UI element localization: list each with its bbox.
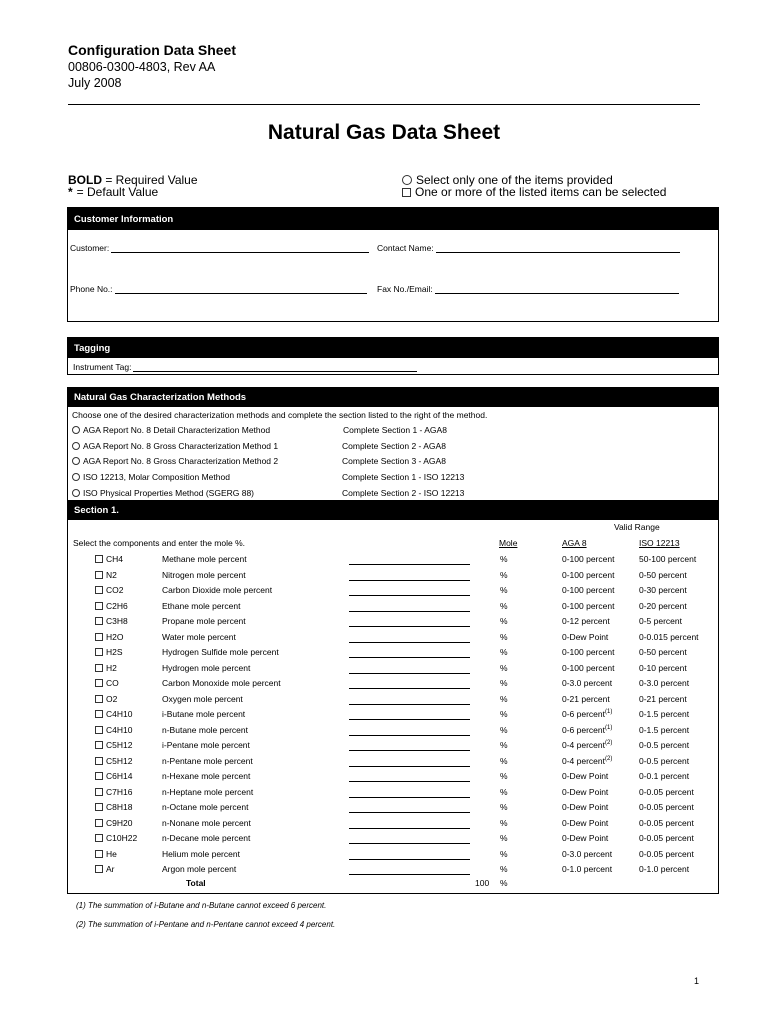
component-name: Hydrogen mole percent (162, 662, 251, 673)
mole-column-header: Mole (499, 538, 518, 548)
mole-percent-input-line[interactable] (349, 564, 470, 565)
component-name: n-Hexane mole percent (162, 771, 251, 781)
radio-button-icon[interactable] (72, 442, 80, 450)
iso12213-range: 0-5 percent (639, 616, 682, 626)
component-formula: C6H14 (106, 771, 133, 781)
mole-unit: % (500, 616, 508, 626)
aga8-footnote-ref: (2) (605, 740, 613, 746)
mole-percent-input-line[interactable] (349, 843, 470, 844)
iso12213-range: 0-20 percent (639, 600, 687, 611)
mole-unit: % (500, 569, 508, 580)
mole-percent-input-line[interactable] (349, 781, 470, 782)
mole-unit: % (500, 600, 508, 611)
iso12213-range: 0-10 percent (639, 662, 687, 673)
mole-percent-input-line[interactable] (349, 580, 470, 581)
component-name: n-Octane mole percent (162, 802, 249, 812)
method-section-ref: Complete Section 2 - ISO 12213 (342, 487, 465, 498)
component-checkbox[interactable] (95, 632, 123, 642)
component-name: i-Butane mole percent (162, 709, 246, 719)
component-checkbox[interactable] (95, 585, 123, 595)
iso12213-range: 0-0.05 percent (639, 802, 694, 812)
bold-desc: = Required Value (105, 173, 198, 187)
aga8-range (562, 601, 614, 611)
checkbox-icon[interactable] (95, 633, 103, 641)
aga8-range (562, 678, 612, 688)
iso12213-column-header: ISO 12213 (639, 538, 680, 548)
radio-icon (402, 175, 412, 185)
checkbox-icon[interactable] (95, 850, 103, 858)
page-title: Natural Gas Data Sheet (267, 121, 501, 144)
customer-field[interactable] (70, 243, 369, 253)
phone-input-line[interactable] (115, 286, 367, 294)
star-term: * (68, 185, 73, 199)
aga8-range (562, 833, 608, 843)
aga8-column-header: AGA 8 (562, 538, 587, 548)
aga8-range-text: 0-6 percent (562, 724, 605, 735)
mole-percent-input-line[interactable] (349, 626, 470, 627)
footnote-butane: (1) The summation of i-Butane and n-Butane cannot exceed 6 percent. (76, 901, 327, 910)
methods-heading: Natural Gas Characterization Methods (68, 388, 718, 407)
aga8-footnote-ref: (1) (605, 709, 613, 715)
footnote-pentane: (2) The summation of i-Pentane and n-Pentane cannot exceed 4 percent. (76, 920, 336, 929)
mole-percent-input-line[interactable] (349, 719, 470, 720)
component-checkbox[interactable] (95, 601, 128, 611)
instrument-tag-label: Instrument Tag: (73, 362, 132, 372)
component-name: Propane mole percent (162, 616, 246, 626)
customer-info-heading: Customer Information (68, 208, 718, 230)
aga8-range-text: 0-12 percent (562, 616, 610, 626)
iso12213-range: 0-30 percent (639, 585, 687, 595)
iso12213-range: 0-0.5 percent (639, 740, 690, 750)
component-formula: CH4 (106, 554, 124, 564)
component-name: i-Pentane mole percent (162, 740, 250, 750)
aga8-range-text: 0-3.0 percent (562, 848, 613, 859)
component-formula: N2 (106, 569, 117, 580)
component-checkbox[interactable] (95, 740, 132, 750)
method-label: ISO 12213, Molar Composition Method (83, 472, 230, 483)
mole-unit: % (500, 802, 508, 812)
mole-unit: % (500, 724, 508, 735)
mole-percent-input-line[interactable] (349, 673, 470, 674)
checkbox-icon[interactable] (95, 710, 103, 718)
mole-percent-input-line[interactable] (349, 735, 470, 736)
mole-percent-input-line[interactable] (349, 688, 470, 689)
customer-label: Customer: (70, 243, 110, 253)
contact-name-input-line[interactable] (436, 245, 680, 253)
component-formula: CO (106, 678, 119, 688)
component-formula: H2O (106, 631, 124, 642)
iso12213-range: 0-50 percent (639, 647, 687, 657)
checkbox-icon[interactable] (95, 617, 103, 625)
method-section-ref: Complete Section 2 - AGA8 (342, 440, 446, 451)
mole-unit: % (500, 755, 508, 766)
aga8-range-text: 0-Dew Point (562, 817, 609, 828)
method-option[interactable] (72, 485, 254, 501)
component-formula: C3H8 (106, 616, 128, 626)
radio-button-icon[interactable] (72, 473, 80, 481)
aga8-range (562, 554, 614, 564)
checkbox-icon (402, 188, 411, 197)
total-value: 100 (475, 878, 490, 888)
component-name: Helium mole percent (162, 848, 240, 859)
aga8-range-text: 0-100 percent (562, 585, 615, 595)
mole-percent-input-line[interactable] (349, 766, 470, 767)
component-formula: Ar (106, 864, 115, 874)
aga8-range-text: 0-4 percent (562, 755, 605, 766)
component-formula: CO2 (106, 585, 124, 595)
mole-unit: % (500, 554, 508, 564)
tagging-heading: Tagging (68, 338, 718, 358)
mole-unit: % (500, 709, 508, 719)
component-name: Carbon Monoxide mole percent (162, 678, 281, 688)
iso12213-range: 0-0.05 percent (639, 786, 694, 797)
customer-info-section (67, 207, 719, 322)
component-checkbox[interactable] (95, 647, 123, 657)
mole-percent-input-line[interactable] (349, 642, 470, 643)
phone-label: Phone No.: (70, 284, 113, 294)
checkbox-icon[interactable] (95, 819, 103, 827)
component-checkbox[interactable] (95, 554, 123, 564)
mole-unit: % (500, 740, 508, 750)
checkbox-icon[interactable] (95, 695, 103, 703)
aga8-range (562, 647, 614, 657)
aga8-footnote-ref: (2) (605, 755, 613, 762)
component-name: Nitrogen mole percent (162, 569, 246, 580)
component-name: n-Decane mole percent (162, 833, 251, 843)
aga8-range-text: 0-4 percent (562, 740, 605, 750)
checkbox-icon[interactable] (95, 555, 103, 563)
aga8-range (562, 864, 612, 874)
component-formula: C5H12 (106, 740, 133, 750)
checkbox-icon[interactable] (95, 834, 103, 842)
mole-unit: % (500, 833, 508, 843)
methods-intro: Choose one of the desired characterization methods and complete the section listed to the right of the method. (72, 410, 488, 420)
aga8-range (562, 725, 612, 735)
mole-unit: % (500, 771, 508, 781)
section1-heading: Section 1. (68, 500, 718, 520)
method-option[interactable] (72, 453, 278, 469)
iso12213-range: 50-100 percent (639, 554, 697, 564)
mole-percent-input-line[interactable] (349, 874, 470, 875)
component-name: Ethane mole percent (162, 600, 241, 611)
aga8-range-text: 0-100 percent (562, 662, 615, 673)
component-formula: C5H12 (106, 755, 133, 766)
component-checkbox[interactable] (95, 616, 128, 626)
mole-unit: % (500, 786, 508, 797)
total-unit: % (500, 878, 508, 888)
section1-body (68, 520, 718, 890)
component-name: Methane mole percent (162, 554, 247, 564)
method-section-ref: Complete Section 1 - AGA8 (343, 425, 447, 435)
component-checkbox[interactable] (95, 678, 119, 688)
aga8-range (562, 616, 610, 626)
fax-email-input-line[interactable] (435, 286, 679, 294)
component-checkbox[interactable] (95, 756, 132, 766)
component-formula: C7H16 (106, 786, 133, 797)
checkbox-icon[interactable] (95, 726, 103, 734)
component-formula: O2 (106, 693, 118, 704)
fax-email-field[interactable] (377, 284, 679, 294)
component-formula: C8H18 (106, 802, 133, 812)
mole-unit: % (500, 585, 508, 595)
component-name: n-Heptane mole percent (162, 786, 254, 797)
iso12213-range: 0-0.1 percent (639, 771, 690, 781)
aga8-range (562, 818, 608, 828)
method-label: AGA Report No. 8 Detail Characterization Method (83, 425, 271, 435)
method-section-ref: Complete Section 3 - AGA8 (342, 456, 446, 467)
checkbox-icon[interactable] (95, 772, 103, 780)
section1-instruction: Select the components and enter the mole %. (73, 538, 245, 548)
aga8-range (562, 740, 612, 750)
component-checkbox[interactable] (95, 663, 117, 673)
component-checkbox[interactable] (95, 818, 132, 828)
mole-unit: % (500, 848, 508, 859)
characterization-section (67, 387, 719, 894)
method-label: ISO Physical Properties Method (SGERG 88) (83, 487, 255, 498)
header-divider (68, 104, 700, 105)
checkbox-icon[interactable] (95, 648, 103, 656)
aga8-range-text: 0-100 percent (562, 600, 615, 611)
bold-term: BOLD (68, 173, 102, 187)
checkbox-icon[interactable] (95, 586, 103, 594)
component-formula: C2H6 (106, 600, 128, 611)
iso12213-range: 0-0.015 percent (639, 631, 699, 642)
method-option[interactable] (72, 422, 270, 438)
component-formula: C10H22 (106, 833, 138, 843)
tagging-section (67, 337, 719, 375)
iso12213-range: 0-21 percent (639, 693, 687, 704)
mole-unit: % (500, 678, 508, 688)
aga8-range (562, 756, 612, 766)
iso12213-range: 0-1.0 percent (639, 864, 690, 874)
component-checkbox[interactable] (95, 787, 132, 797)
aga8-range-text: 0-Dew Point (562, 833, 609, 843)
component-checkbox[interactable] (95, 771, 132, 781)
component-name: n-Nonane mole percent (162, 817, 251, 828)
aga8-range (562, 787, 608, 797)
customer-input-line[interactable] (111, 245, 369, 253)
aga8-range-text: 0-Dew Point (562, 786, 609, 797)
sheet-header-title: Configuration Data Sheet (68, 42, 237, 58)
aga8-range-text: 0-Dew Point (562, 771, 609, 781)
component-checkbox[interactable] (95, 709, 132, 719)
component-name: Oxygen mole percent (162, 693, 243, 704)
mole-percent-input-line[interactable] (349, 611, 470, 612)
mole-unit: % (500, 647, 508, 657)
aga8-range-text: 0-100 percent (562, 647, 615, 657)
contact-name-field[interactable] (377, 243, 680, 253)
mole-unit: % (500, 817, 508, 828)
contact-name-label: Contact Name: (377, 243, 434, 253)
iso12213-range: 0-0.5 percent (639, 755, 690, 766)
aga8-range-text: 0-100 percent (562, 554, 615, 564)
component-formula: H2S (106, 647, 123, 657)
aga8-range-text: 0-Dew Point (562, 631, 609, 642)
component-checkbox[interactable] (95, 864, 115, 874)
component-name: Argon mole percent (162, 864, 237, 874)
component-formula: C9H20 (106, 817, 133, 828)
iso12213-range: 0-0.05 percent (639, 817, 694, 828)
instrument-tag-field[interactable] (73, 362, 417, 372)
star-desc: = Default Value (76, 185, 159, 199)
mole-percent-input-line[interactable] (349, 657, 470, 658)
mole-percent-input-line[interactable] (349, 859, 470, 860)
mole-percent-input-line[interactable] (349, 812, 470, 813)
radio-desc: Select only one of the items provided (416, 173, 613, 187)
iso12213-range: 0-0.05 percent (639, 833, 694, 843)
component-name: n-Butane mole percent (162, 724, 248, 735)
document-number: 00806-0300-4803, Rev AA (68, 60, 216, 74)
mole-percent-input-line[interactable] (349, 797, 470, 798)
component-formula: He (106, 848, 117, 859)
aga8-range (562, 802, 608, 812)
iso12213-range: 0-1.5 percent (639, 724, 690, 735)
mole-unit: % (500, 631, 508, 642)
aga8-range-text: 0-Dew Point (562, 802, 609, 812)
instrument-tag-input-line[interactable] (133, 364, 417, 372)
phone-field[interactable] (70, 284, 367, 294)
component-name: n-Pentane mole percent (162, 755, 253, 766)
component-formula: H2 (106, 662, 117, 673)
aga8-range-text: 0-6 percent (562, 709, 605, 719)
component-formula: C4H10 (106, 709, 133, 719)
aga8-range (562, 694, 610, 704)
total-label: Total (186, 878, 206, 888)
aga8-range (562, 771, 608, 781)
checkbox-icon[interactable] (95, 741, 103, 749)
document-date: July 2008 (68, 76, 122, 90)
mole-unit: % (500, 864, 508, 874)
component-formula: C4H10 (106, 724, 133, 735)
component-name: Carbon Dioxide mole percent (162, 585, 273, 595)
checkbox-icon[interactable] (95, 602, 103, 610)
checkbox-icon[interactable] (95, 788, 103, 796)
mole-percent-input-line[interactable] (349, 828, 470, 829)
checkbox-icon[interactable] (95, 865, 103, 873)
aga8-range-text: 0-3.0 percent (562, 678, 613, 688)
valid-range-label: Valid Range (614, 522, 660, 532)
aga8-range (562, 632, 608, 642)
component-checkbox[interactable] (95, 833, 137, 843)
checkbox-icon[interactable] (95, 679, 103, 687)
component-checkbox[interactable] (95, 802, 132, 812)
component-checkbox[interactable] (95, 694, 117, 704)
radio-button-icon[interactable] (72, 489, 80, 497)
checkbox-icon[interactable] (95, 803, 103, 811)
iso12213-range: 0-1.5 percent (639, 709, 690, 719)
aga8-range (562, 570, 614, 580)
aga8-range (562, 849, 612, 859)
checkbox-icon[interactable] (95, 757, 103, 765)
mole-unit: % (500, 693, 508, 704)
aga8-footnote-ref: (1) (605, 724, 613, 731)
component-name: Hydrogen Sulfide mole percent (162, 647, 279, 657)
radio-button-icon[interactable] (72, 426, 80, 434)
mole-unit: % (500, 662, 508, 673)
mole-percent-input-line[interactable] (349, 704, 470, 705)
aga8-range-text: 0-100 percent (562, 569, 615, 580)
component-checkbox[interactable] (95, 849, 117, 859)
method-label: AGA Report No. 8 Gross Characterization Method 1 (83, 440, 279, 451)
mole-percent-input-line[interactable] (349, 595, 470, 596)
radio-button-icon[interactable] (72, 457, 80, 465)
check-desc: One or more of the listed items can be selected (415, 185, 667, 199)
fax-email-label: Fax No./Email: (377, 284, 433, 294)
iso12213-range: 0-3.0 percent (639, 678, 690, 688)
method-section-ref: Complete Section 1 - ISO 12213 (342, 472, 465, 483)
checkbox-icon[interactable] (95, 571, 103, 579)
component-checkbox[interactable] (95, 725, 132, 735)
aga8-range (562, 663, 614, 673)
method-option[interactable] (72, 469, 230, 485)
iso12213-range: 0-0.05 percent (639, 848, 694, 859)
page-number: 1 (694, 976, 700, 986)
aga8-range-text: 0-21 percent (562, 693, 610, 704)
component-name: Water mole percent (162, 631, 236, 642)
legend-selection-types (402, 174, 666, 198)
component-checkbox[interactable] (95, 570, 117, 580)
method-label: AGA Report No. 8 Gross Characterization Method 2 (83, 456, 279, 467)
legend-required-default (68, 174, 198, 198)
mole-percent-input-line[interactable] (349, 750, 470, 751)
method-option[interactable] (72, 438, 278, 454)
aga8-range-text: 0-1.0 percent (562, 864, 613, 874)
aga8-range (562, 709, 612, 719)
iso12213-range: 0-50 percent (639, 569, 687, 580)
checkbox-icon[interactable] (95, 664, 103, 672)
aga8-range (562, 585, 614, 595)
